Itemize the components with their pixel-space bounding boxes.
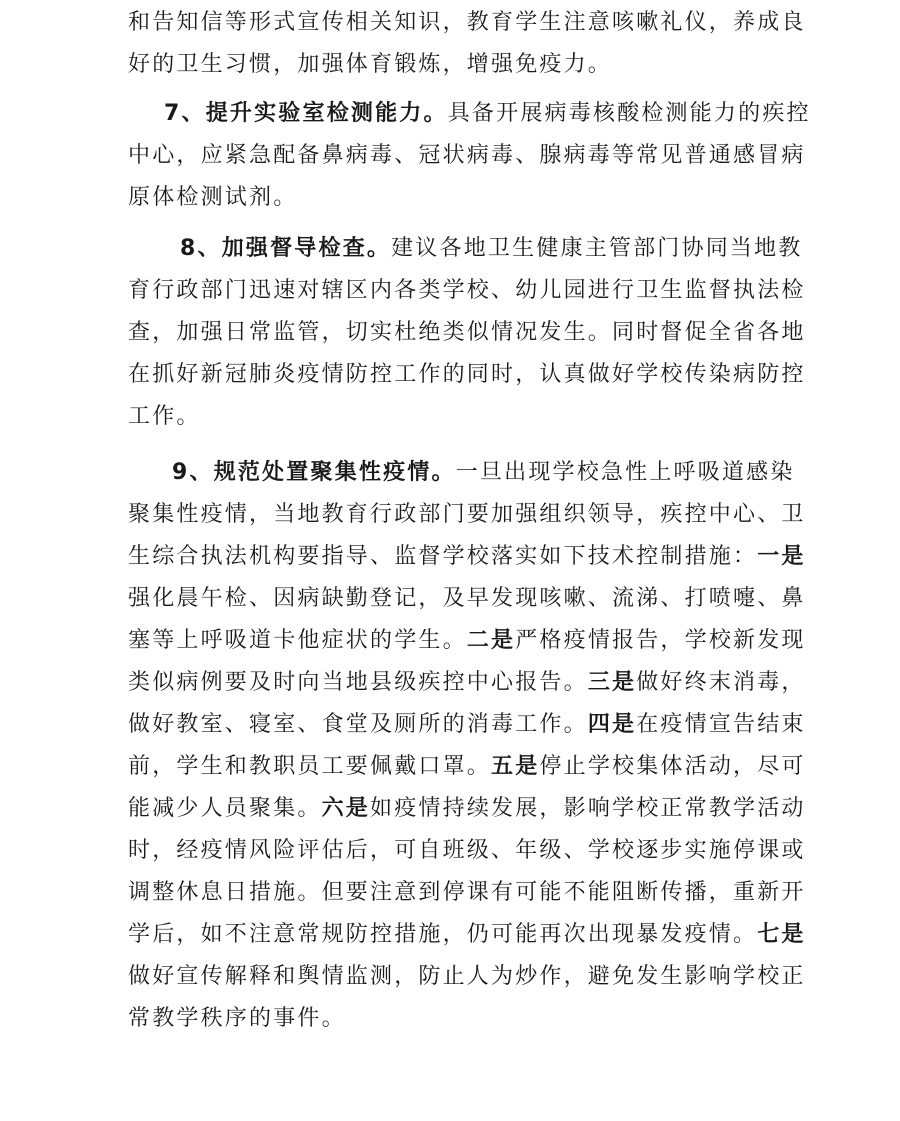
text-line: 聚集性疫情，当地教育行政部门要加强组织领导，疾控中心、卫 [128,502,806,527]
text-line: 好的卫生习惯，加强体育锻炼，增强免疫力。 [128,52,613,77]
text-line [128,452,806,494]
text-run: 塞等上呼吸道卡他症状的学生。 [128,628,467,653]
text-run: 在疫情宣告结束 [636,712,806,737]
text-run: 一旦出现学校急性上呼吸道感染 [455,460,795,485]
text-line [128,788,806,830]
paragraph-heading: 7、提升实验室检测能力。 [164,101,448,126]
text-line: 调整休息日措施。但要注意到停课有可能不能阻断传播，重新开 [128,880,806,905]
measure-marker: 五是 [491,754,540,779]
text-run: 具备开展病毒核酸检测能力的疾控 [447,101,811,126]
text-line [128,93,811,135]
text-run: 严格疫情报告，学校新发现 [515,628,806,653]
paragraph-6-tail [128,2,806,86]
measure-marker: 一是 [757,544,806,569]
text-run: 生综合执法机构要指导、监督学校落实如下技术控制措施： [128,544,758,569]
text-line: 工作。 [128,404,201,429]
paragraph-7 [128,93,811,219]
text-run: 能减少人员聚集。 [128,796,322,821]
text-run: 做好终末消毒， [636,670,806,695]
paragraph-8 [128,228,806,438]
text-line: 时，经疫情风险评估后，可自班级、年级、学校逐步实施停课或 [128,838,806,863]
measure-marker: 六是 [321,796,371,821]
text-line [128,746,806,788]
text-run: 停止学校集体活动，尽可 [539,754,806,779]
text-line: 做好宣传解释和舆情监测，防止人为炒作，避免发生影响学校正 [128,964,806,989]
paragraph-heading: 8、加强督导检查。 [180,236,392,261]
text-line: 强化晨午检、因病缺勤登记，及早发现咳嗽、流涕、打喷嚏、鼻 [128,586,806,611]
text-run: 建议各地卫生健康主管部门协同当地教 [391,236,803,261]
text-line: 中心，应紧急配备鼻病毒、冠状病毒、腺病毒等常见普通感冒病 [128,143,806,168]
text-line [128,536,806,578]
text-line [128,620,806,662]
measure-marker: 七是 [757,922,806,947]
text-run: 类似病例要及时向当地县级疾控中心报告。 [128,670,588,695]
text-line: 原体检测试剂。 [128,185,298,210]
text-line [128,662,806,704]
text-line: 查，加强日常监管，切实杜绝类似情况发生。同时督促全省各地 [128,320,806,345]
text-line: 在抓好新冠肺炎疫情防控工作的同时，认真做好学校传染病防控 [128,362,806,387]
measure-marker: 三是 [587,670,637,695]
text-line [128,228,806,270]
text-line: 育行政部门迅速对辖区内各类学校、幼儿园进行卫生监督执法检 [128,278,806,303]
text-line: 和告知信等形式宣传相关知识，教育学生注意咳嗽礼仪，养成良 [128,10,806,35]
measure-marker: 四是 [587,712,637,737]
text-line [128,704,806,746]
text-line [128,914,806,956]
text-run: 如疫情持续发展，影响学校正常教学活动 [370,796,806,821]
paragraph-heading: 9、规范处置聚集性疫情。 [172,460,456,485]
text-run: 做好教室、寝室、食堂及厕所的消毒工作。 [128,712,588,737]
measure-marker: 二是 [466,628,516,653]
text-run: 学后，如不注意常规防控措施，仍可能再次出现暴发疫情。 [128,922,758,947]
text-run: 前，学生和教职员工要佩戴口罩。 [128,754,492,779]
paragraph-9 [128,452,806,1040]
text-line: 常教学秩序的事件。 [128,1006,346,1031]
